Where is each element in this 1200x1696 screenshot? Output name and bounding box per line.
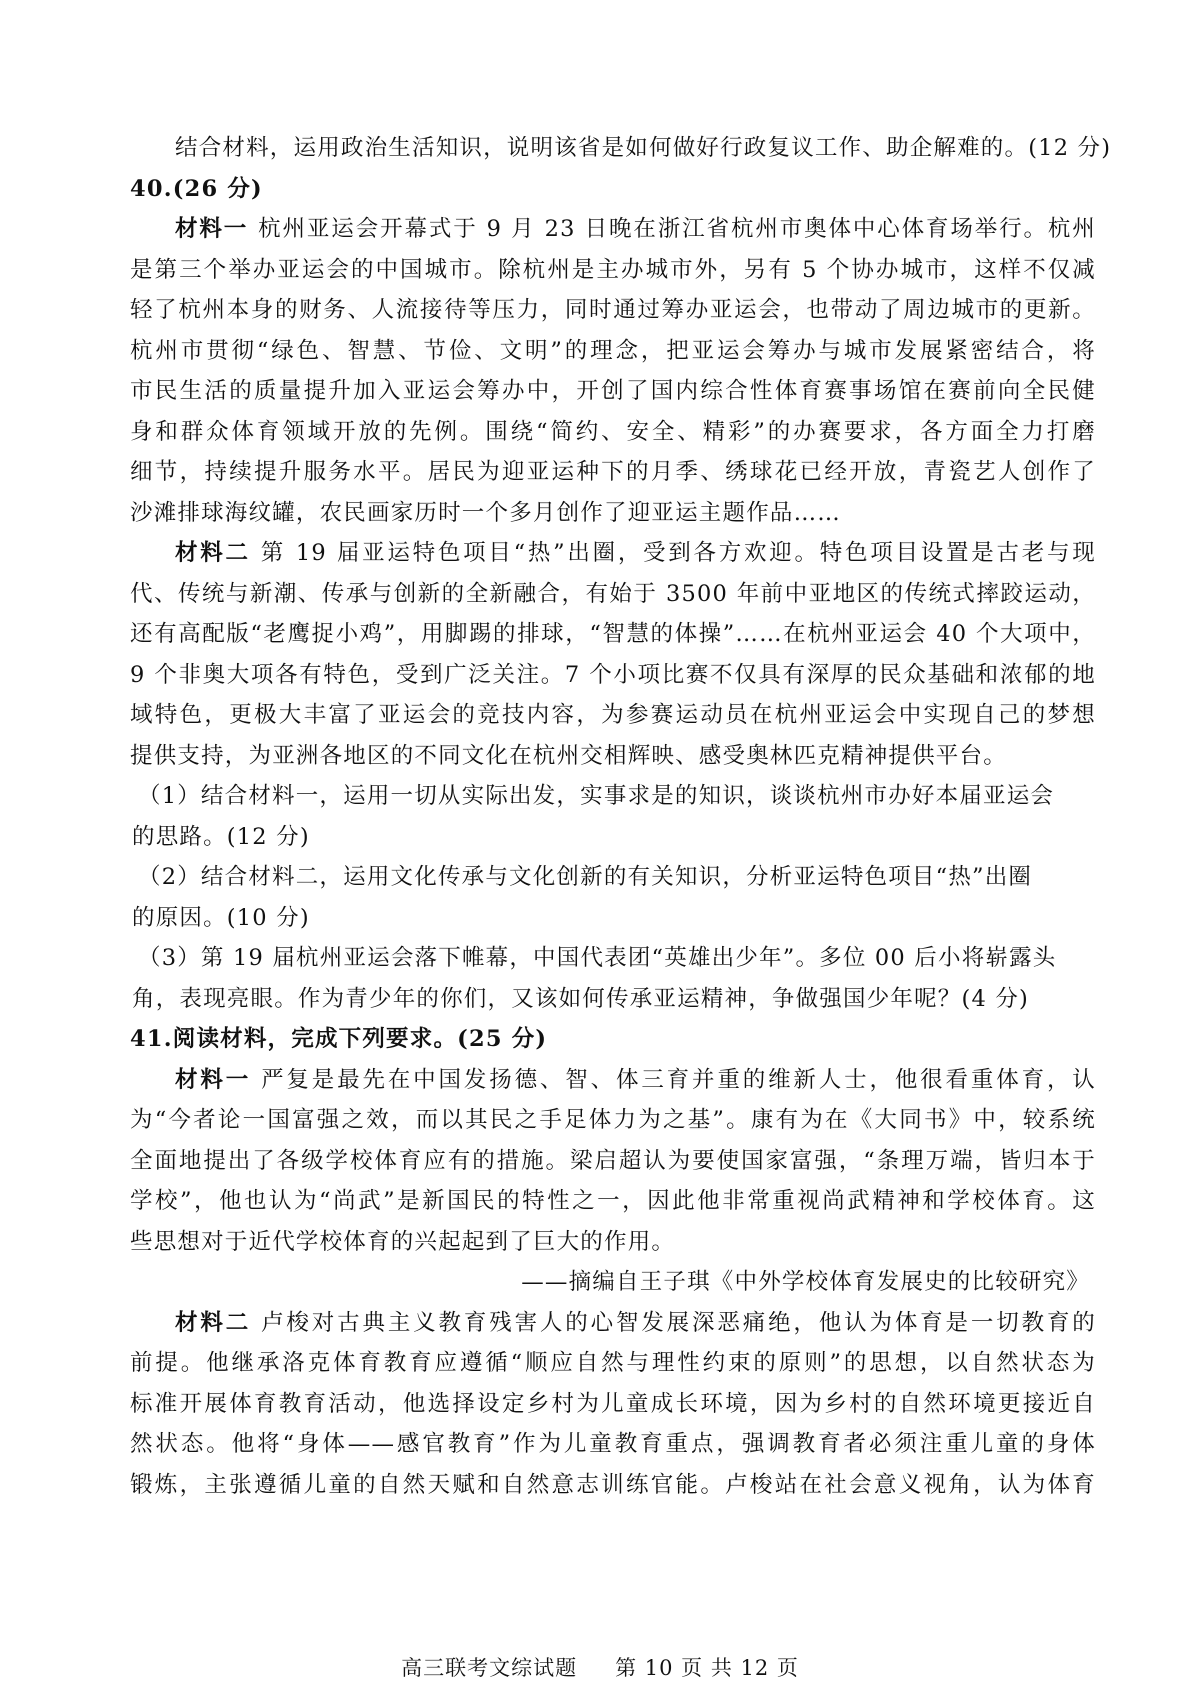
- material-1-line: 身和群众体育领域开放的先例。围绕“简约、安全、精彩”的办赛要求，各方面全力打磨: [130, 418, 1096, 445]
- material-2-line: 代、传统与新潮、传承与创新的全新融合，有始于 3500 年前中亚地区的传统式摔跤运动，: [130, 580, 1096, 607]
- material-1-line: 轻了杭州本身的财务、人流接待等压力，同时通过筹办亚运会，也带动了周边城市的更新。: [130, 297, 1096, 323]
- material-1-line: 杭州市贯彻“绿色、智慧、节俭、文明”的理念，把亚运会筹办与城市发展紧密结合，将: [130, 337, 1096, 364]
- material-label: 材料二: [175, 1309, 252, 1336]
- sub-question-3: （3）第 19 届杭州亚运会落下帷幕，中国代表团“英雄出少年”。多位 00 后小将崭露头: [138, 945, 1057, 971]
- material-1-line: 材料一 杭州亚运会开幕式于 9 月 23 日晚在浙江省杭州市奥体中心体育场举行。杭州: [175, 216, 1096, 242]
- sub-question-2: （2）结合材料二，运用文化传承与文化创新的有关知识，分析亚运特色项目“热”出圈: [138, 864, 1033, 890]
- material-1-line: 细节，持续提升服务水平。居民为迎亚运种下的月季、绣球花已经开放，青瓷艺人创作了: [130, 459, 1096, 485]
- material-2-line: 提供支持，为亚洲各地区的不同文化在杭州交相辉映、感受奥林匹克精神提供平台。: [130, 742, 1007, 769]
- material-2-line: 材料二 第 19 届亚运特色项目“热”出圈，受到各方欢迎。特色项目设置是古老与现: [175, 540, 1096, 566]
- material-41-1-line: 为“今者论一国富强之效，而以其民之手足体力为之基”。康有为在《大同书》中，较系统: [130, 1107, 1096, 1133]
- material-1-line: 沙滩排球海纹罐，农民画家历时一个多月创作了迎亚运主题作品……: [130, 499, 842, 526]
- material-41-2-line: 锻炼，主张遵循儿童的自然天赋和自然意志训练官能。卢梭站在社会意义视角，认为体育: [130, 1471, 1096, 1498]
- material-1-line: 是第三个举办亚运会的中国城市。除杭州是主办城市外，另有 5 个协办城市，这样不仅减: [130, 256, 1096, 283]
- exam-title: 高三联考文综试题: [401, 1656, 578, 1680]
- question-heading-40: 40.(26 分): [130, 175, 263, 202]
- material-41-1-line: 材料一 严复是最先在中国发扬德、智、体三育并重的维新人士，他很看重体育，认: [175, 1066, 1096, 1093]
- material-2-line: 还有高配版“老鹰捉小鸡”，用脚踢的排球，“智慧的体操”……在杭州亚运会 40 个大项中，: [130, 621, 1096, 647]
- page-footer: [0, 1652, 1200, 1682]
- material-41-2-line: 标准开展体育教育活动，他选择设定乡村为儿童成长环境，因为乡村的自然环境更接近自: [130, 1390, 1096, 1417]
- sub-question-2-cont: 的原因。(10 分): [132, 904, 310, 931]
- material-41-1-line: 些思想对于近代学校体育的兴起起到了巨大的作用。: [130, 1228, 676, 1255]
- material-1-line: 市民生活的质量提升加入亚运会筹办中，开创了国内综合性体育赛事场馆在赛前向全民健: [130, 378, 1096, 404]
- page-number: 第 10 页 共 12 页: [615, 1656, 799, 1680]
- paragraph-line: 结合材料，运用政治生活知识，说明该省是如何做好行政复议工作、助企解难的。(12 分): [175, 135, 1112, 161]
- sub-question-1: （1）结合材料一，运用一切从实际出发，实事求是的知识，谈谈杭州市办好本届亚运会: [138, 783, 1055, 809]
- material-41-1-line: 全面地提出了各级学校体育应有的措施。梁启超认为要使国家富强，“条理万端，皆归本于: [130, 1147, 1096, 1174]
- material-2-line: 9 个非奥大项各有特色，受到广泛关注。7 个小项比赛不仅具有深厚的民众基础和浓郁的地: [130, 661, 1096, 688]
- question-heading-41: 41.阅读材料，完成下列要求。(25 分): [130, 1026, 548, 1052]
- material-41-2-line: 前提。他继承洛克体育教育应遵循“顺应自然与理性约束的原则”的思想，以自然状态为: [130, 1350, 1096, 1376]
- material-41-2-line: 然状态。他将“身体——感官教育”作为儿童教育重点，强调教育者必须注重儿童的身体: [130, 1431, 1096, 1457]
- material-label: 材料二: [175, 540, 251, 566]
- material-label: 材料一: [175, 1066, 252, 1093]
- source-citation: ——摘编自王子琪《中外学校体育发展史的比较研究》: [521, 1269, 1090, 1295]
- material-41-1-line: 学校”，他也认为“尚武”是新国民的特性之一，因此他非常重视尚武精神和学校体育。这: [130, 1188, 1096, 1214]
- material-label: 材料一: [175, 216, 249, 242]
- material-41-2-line: 材料二 卢梭对古典主义教育残害人的心智发展深恶痛绝，他认为体育是一切教育的: [175, 1309, 1096, 1336]
- document-body: [130, 128, 1112, 1505]
- sub-question-1-cont: 的思路。(12 分): [132, 823, 310, 850]
- material-2-line: 域特色，更极大丰富了亚运会的竞技内容，为参赛运动员在杭州亚运会中实现自己的梦想: [130, 702, 1096, 728]
- sub-question-3-cont: 角，表现亮眼。作为青少年的你们，又该如何传承亚运精神，争做强国少年呢？(4 分): [132, 985, 1030, 1012]
